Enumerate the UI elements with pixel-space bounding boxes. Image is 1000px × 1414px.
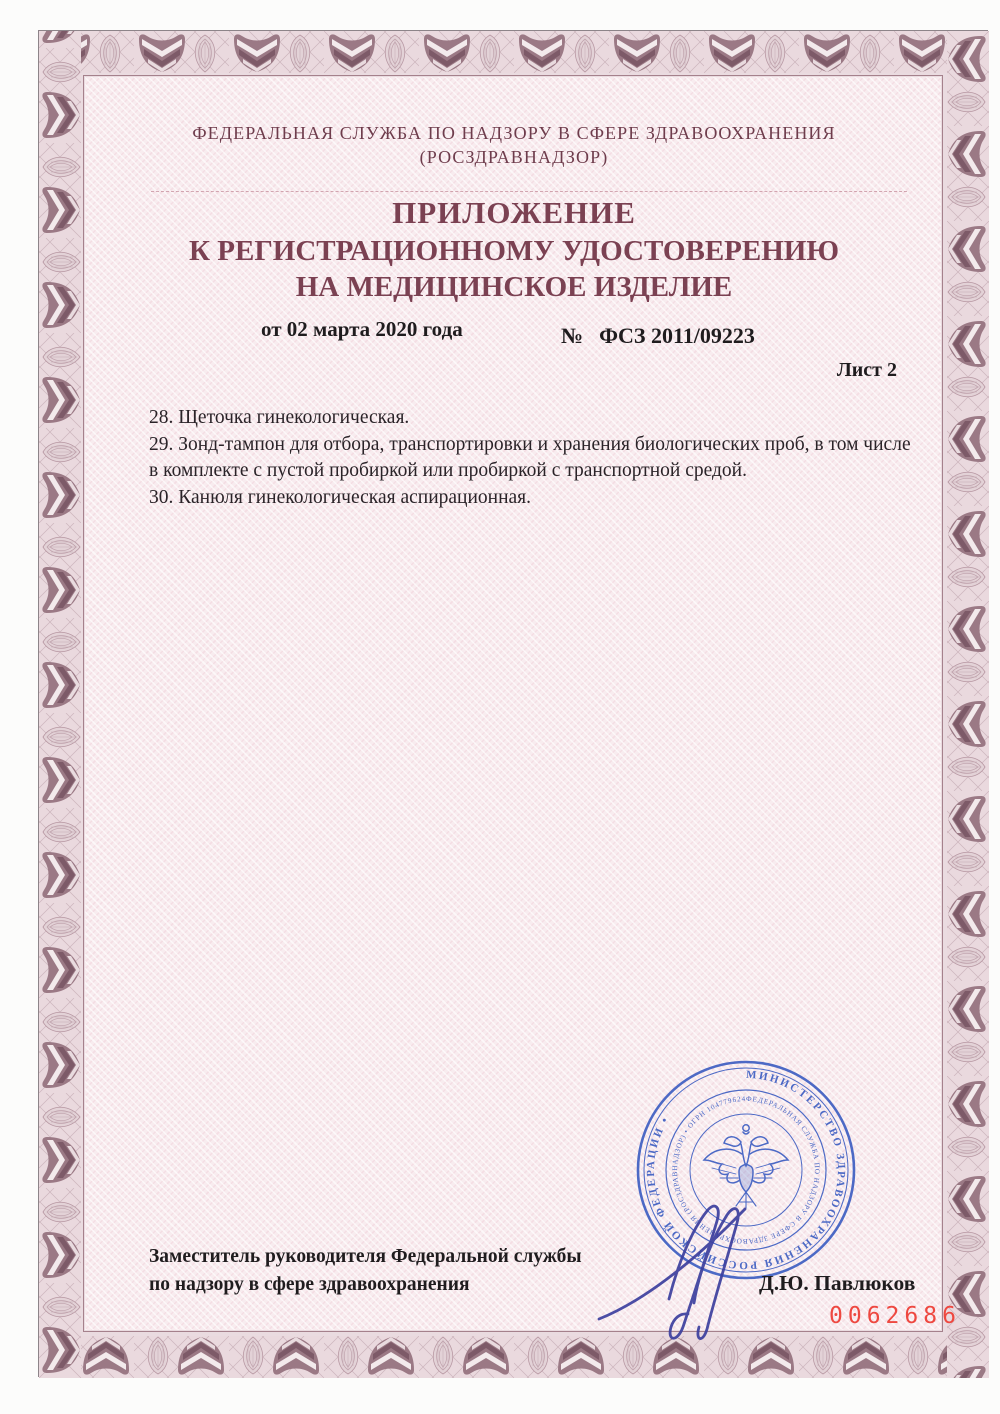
document-title-line-1: ПРИЛОЖЕНИЕ xyxy=(392,195,636,230)
list-item: 29. Зонд-тампон для отбора, транспортировки и хранения биологических проб, в том числе в комплекте с пустой пробиркой или пробиркой с транспортной средой. xyxy=(149,433,911,481)
agency-name-line: ФЕДЕРАЛЬНАЯ СЛУЖБА ПО НАДЗОРУ В СФЕРЕ ЗДРАВООХРАНЕНИЯ xyxy=(192,123,836,143)
header-separator-line xyxy=(151,191,907,192)
sheet-label: Лист 2 xyxy=(836,359,897,381)
list-item: 30. Канюля гинекологическая аспирационная. xyxy=(149,486,532,508)
registration-number xyxy=(561,323,755,349)
signatory-role-line-2: по надзору в сфере здравоохранения xyxy=(149,1274,470,1295)
document-title-line-3: НА МЕДИЦИНСКОЕ ИЗДЕЛИЕ xyxy=(295,271,733,303)
issuing-agency-header xyxy=(39,121,989,169)
device-list xyxy=(149,405,911,511)
official-round-stamp xyxy=(631,1055,861,1285)
number-value: ФСЗ 2011/09223 xyxy=(599,323,755,348)
number-sign: № xyxy=(561,323,584,348)
agency-short-name-line: (РОСЗДРАВНАДЗОР) xyxy=(419,147,609,167)
signatory-role-line-1: Заместитель руководителя Федеральной службы xyxy=(149,1246,582,1267)
certificate-sheet xyxy=(38,30,988,1377)
signatory-name: Д.Ю. Павлюков xyxy=(759,1271,916,1295)
issue-date: от 02 марта 2020 года xyxy=(261,317,463,341)
signatory-role xyxy=(149,1243,629,1299)
content-layer xyxy=(39,31,989,1378)
form-serial-number: 0062686 xyxy=(829,1303,961,1329)
document-title-line-2: К РЕГИСТРАЦИОННОМУ УДОСТОВЕРЕНИЮ xyxy=(188,235,839,267)
stamp-inner-ring-text: ФЕДЕРАЛЬНАЯ СЛУЖБА ПО НАДЗОРУ В СФЕРЕ ЗДРАВООХРАНЕНИЯ (РОСЗДРАВНАДЗОР) • ОГРН 1047796244396 xyxy=(670,1094,822,1246)
list-item: 28. Щеточка гинекологическая. xyxy=(149,407,410,428)
stamp-outer-ring-text: МИНИСТЕРСТВО ЗДРАВООХРАНЕНИЯ РОССИЙСКОЙ ФЕДЕРАЦИИ • xyxy=(644,1068,848,1272)
double-headed-eagle-icon xyxy=(704,1125,788,1208)
